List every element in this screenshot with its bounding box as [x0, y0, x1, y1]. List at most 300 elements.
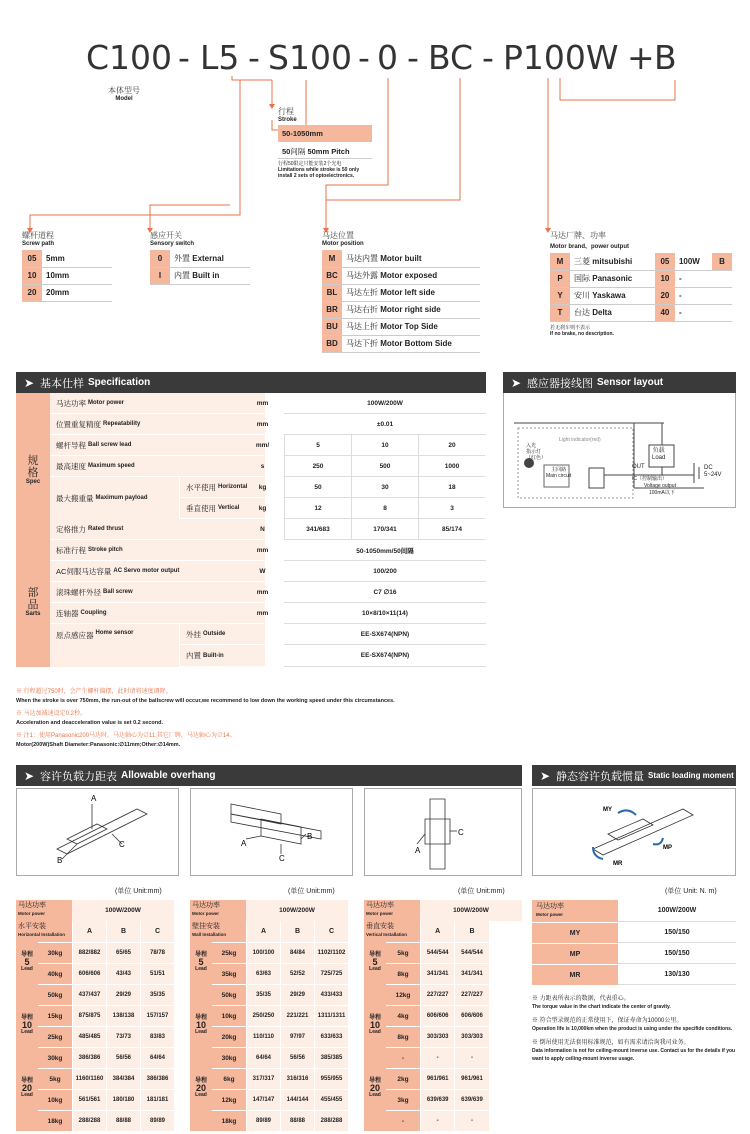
value-cell: 437/437: [72, 984, 106, 1005]
weight-cell: 10kg: [212, 1005, 246, 1026]
motor-brand-section: [550, 230, 732, 337]
note-en: Operation life is 10,000km when the product is using under the specifide conditions.: [532, 1026, 733, 1032]
spec-value: 5: [284, 435, 351, 456]
ind: 指示灯: [526, 449, 542, 455]
value-cell: 384/384: [106, 1068, 140, 1089]
label-en: Motor position: [322, 241, 364, 247]
model-part: B: [654, 38, 677, 77]
value-cell: 43/43: [106, 963, 140, 984]
spacer: [16, 984, 38, 1005]
spec-value: 8: [351, 498, 418, 519]
voltage-output-label: Voltage output: [644, 483, 676, 489]
spacer: [16, 963, 38, 984]
spec-value: 50-1050mm/50间隔: [284, 540, 486, 561]
spec-unit: s: [260, 463, 265, 470]
spacer: [364, 963, 386, 984]
value-cell: 84/84: [280, 942, 314, 963]
value-cell: 639/639: [454, 1089, 488, 1110]
model-part: -: [407, 38, 419, 77]
cell: B: [712, 253, 732, 270]
col-head: C: [140, 921, 174, 942]
overhang-header: [16, 765, 522, 786]
model-part: P100W: [503, 38, 619, 77]
arrow-icon: ➤: [511, 376, 522, 390]
weight-cell: 12kg: [212, 1089, 246, 1110]
value-cell: 110/110: [246, 1026, 280, 1047]
cell: [712, 287, 732, 304]
install-cn: 水平安装: [18, 923, 46, 930]
svg-text:MY: MY: [603, 807, 612, 813]
cell-en: mitsubishi: [592, 256, 633, 266]
lead-cn: 导程: [368, 952, 381, 958]
cell: [570, 304, 655, 321]
svg-text:A: A: [415, 846, 421, 855]
spec-label-en: Stroke pitch: [88, 547, 123, 553]
spec-title-cn: 基本仕样: [40, 377, 84, 390]
svg-text:C: C: [279, 854, 285, 863]
weight-cell: -: [386, 1047, 420, 1068]
note-line: install 2 sets of optoelectronics.: [278, 173, 355, 179]
lead-cn: 导程: [194, 1078, 207, 1084]
label-en: Model: [115, 96, 133, 102]
install-en: Vertical Installation: [366, 932, 408, 937]
lead-en: Lead: [21, 1092, 33, 1098]
spec-notes: [16, 688, 496, 754]
overhang-title-en: Allowable overhang: [121, 770, 216, 781]
head-cn: 马达功率: [18, 902, 46, 909]
weight-cell: 20kg: [212, 1026, 246, 1047]
static-title-en: Static loading moment: [648, 771, 734, 780]
lead-num: 20: [21, 1083, 32, 1093]
head-value: 100W/200W: [72, 900, 174, 921]
spec-unit: mm: [256, 610, 269, 617]
static-title-cn: 静态容许负载惯量: [556, 770, 644, 783]
load-table-head: [16, 900, 174, 921]
cell: -: [675, 304, 712, 321]
note: [16, 710, 496, 728]
cell: 10mm: [42, 267, 112, 284]
lead-num: 5: [198, 957, 204, 967]
spec-value: ±0.01: [284, 414, 486, 435]
spec-label-cn: 螺杆导程: [56, 440, 86, 450]
value-cell: 386/386: [140, 1068, 174, 1089]
group-en: Sarts: [25, 611, 41, 617]
table-row: [190, 1110, 348, 1131]
head-value: 100W/200W: [246, 900, 348, 921]
payload-cn: 最大搬重量: [56, 493, 94, 503]
unit-label: (单位 Unit:mm): [115, 888, 162, 895]
col-head: B: [280, 921, 314, 942]
spacer: [16, 1089, 38, 1110]
spacer: [190, 1110, 212, 1131]
head-label: [16, 900, 72, 921]
pitch-num: 50: [282, 147, 291, 156]
model-part: +: [627, 38, 655, 77]
value-cell: 316/316: [280, 1068, 314, 1089]
spec-unit: kg: [258, 484, 267, 491]
col-head: C: [314, 921, 348, 942]
spec-value: 10: [351, 435, 418, 456]
body-model-label: [108, 85, 140, 102]
head-cn: 马达功率: [366, 902, 394, 909]
ma-label: 100mA以下: [649, 490, 675, 496]
static-table: [532, 900, 736, 985]
model-part: -: [178, 38, 190, 77]
static-head: [532, 900, 736, 922]
in-cn: 入光: [526, 443, 537, 449]
cell-cn: 马达下折: [346, 339, 378, 348]
cell: BD: [322, 335, 342, 352]
value-cell: 250/250: [246, 1005, 280, 1026]
table-row: [16, 1005, 174, 1035]
table-row: [364, 1089, 522, 1110]
home-sensor-label: [50, 624, 180, 667]
spec-value: 85/174: [418, 519, 485, 540]
label-en: Screw path: [22, 241, 55, 247]
weight-cell: 5kg: [38, 1068, 72, 1089]
table-row: [322, 335, 480, 352]
spec-value: 500: [351, 456, 418, 477]
cell: 20: [22, 284, 42, 301]
value-cell: -: [454, 1047, 488, 1068]
lead-num: 5: [24, 957, 30, 967]
col-blank: [489, 1005, 522, 1026]
spec-unit: mm: [256, 589, 269, 596]
spacer: [190, 1026, 212, 1047]
head-label: [532, 900, 618, 922]
lead-cn: 导程: [20, 1078, 33, 1084]
spec-value: 3: [418, 498, 485, 519]
static-notes: [532, 995, 736, 1069]
note: [532, 1017, 736, 1033]
value-cell: 227/227: [454, 984, 488, 1005]
head-en: Motor power: [536, 912, 563, 917]
cell-cn: 马达左折: [346, 288, 378, 297]
value-cell: 303/303: [454, 1026, 488, 1047]
cell-cn: 马达外露: [346, 271, 378, 280]
home-sensor-cn: 原点感应器: [56, 631, 94, 640]
spec-label-cn: AC伺服马达容量: [56, 566, 112, 576]
table-row: [190, 942, 348, 972]
spec-value: 10×8/10×11(14): [284, 603, 486, 624]
cell: P: [550, 270, 570, 287]
spec-label-en: AC Servo motor output: [113, 568, 180, 574]
payload-en: Maximum payload: [95, 495, 148, 501]
col-head: B: [106, 921, 140, 942]
cell: 100W: [675, 253, 712, 270]
spec-unit: [245, 645, 280, 667]
weight-cell: 8kg: [386, 963, 420, 984]
value-cell: 56/56: [280, 1047, 314, 1068]
spacer: [190, 984, 212, 1005]
label-cn: 螺杆道程: [22, 231, 54, 240]
value-cell: 65/65: [106, 942, 140, 963]
cell-cn: 三菱: [574, 256, 590, 266]
value-cell: 227/227: [420, 984, 454, 1005]
table-row: [550, 253, 732, 270]
screw-path-section: [22, 230, 112, 302]
lead-en: Lead: [369, 1092, 381, 1098]
head-cn: 马达功率: [192, 902, 220, 909]
load-table: [16, 900, 174, 1131]
spec-label-cn: 马达功率: [56, 398, 86, 408]
group-cn: 部品: [27, 587, 39, 611]
value-cell: -: [420, 1047, 454, 1068]
svg-text:MP: MP: [663, 845, 672, 851]
overhang-diagram-wall: [190, 788, 353, 876]
spec-label-en: Ball screw lead: [88, 442, 132, 448]
col-blank: [489, 1068, 522, 1089]
svg-text:C: C: [119, 840, 125, 849]
spec-label-cn: 滚珠螺杆外径: [56, 587, 101, 597]
table-row: [16, 942, 174, 972]
table-row: [16, 1110, 174, 1131]
lead-en: Lead: [195, 1029, 207, 1035]
spec-row-label: [50, 561, 265, 582]
value-cell: 88/88: [106, 1110, 140, 1131]
spacer: [364, 1047, 386, 1068]
load-en: Load: [652, 455, 666, 461]
note-cn: ※ 力距表所表示的数据，代表重心。: [532, 996, 630, 1002]
spec-label-en: Outside: [203, 631, 226, 637]
value-cell: 544/544: [420, 942, 454, 963]
model-part: C100: [86, 38, 173, 77]
svg-text:C: C: [458, 828, 464, 837]
spec-value: 100W/200W: [284, 393, 486, 414]
value-cell: 544/544: [454, 942, 488, 963]
note-cn: ※ 行程超过750时，会产生螺杆偏摆，此时请将速度调降。: [16, 689, 172, 695]
value-cell: 64/64: [140, 1047, 174, 1068]
spec-value: 250: [284, 456, 351, 477]
spec-row-label: [50, 540, 265, 561]
lead-en: Lead: [21, 966, 33, 972]
table-row: [364, 942, 522, 972]
stroke-range: 50-1050mm: [278, 125, 372, 142]
table-row: [22, 267, 112, 284]
sensor-layout-title-en: Sensor layout: [597, 377, 664, 388]
spec-label-cn: 外挂: [186, 629, 201, 639]
cell: [570, 287, 655, 304]
weight-cell: 25kg: [212, 942, 246, 963]
cell: M: [550, 253, 570, 270]
cell: [342, 284, 480, 301]
spec-row-label: [50, 603, 265, 624]
cell-en: External: [192, 253, 224, 263]
col-head: A: [420, 921, 454, 942]
value-cell: 181/181: [140, 1089, 174, 1110]
spec-value: 20: [418, 435, 485, 456]
weight-cell: 30kg: [38, 942, 72, 963]
unit-label: (单位 Unit: N. m): [665, 888, 717, 895]
spec-table: [16, 393, 486, 667]
cell-en: Panasonic: [592, 274, 633, 283]
cell: [712, 270, 732, 287]
col-blank: [489, 921, 522, 942]
spec-unit: N: [260, 526, 265, 533]
model-part: L5: [200, 38, 240, 77]
value-cell: 875/875: [72, 1005, 106, 1026]
cell: 20mm: [42, 284, 112, 301]
col-head: A: [72, 921, 106, 942]
table-row: [322, 301, 480, 318]
connector-lines: [0, 0, 750, 260]
value-cell: 88/88: [280, 1110, 314, 1131]
spec-value: 341/683: [284, 519, 351, 540]
value-cell: 606/606: [454, 1005, 488, 1026]
lead-cn: 导程: [194, 952, 207, 958]
table-row: [16, 1026, 174, 1047]
label-cn: 本体型号: [108, 86, 140, 95]
weight-cell: 3kg: [386, 1089, 420, 1110]
col-blank: [489, 1026, 522, 1047]
note: [16, 732, 496, 750]
lead-en: Lead: [195, 1092, 207, 1098]
unit-label: (单位 Unit:mm): [288, 888, 335, 895]
cell-cn: 安川: [574, 291, 590, 300]
dc-label: [704, 465, 722, 479]
table-row: [322, 250, 480, 267]
cell: 05: [22, 250, 42, 267]
stroke-section: [278, 106, 372, 179]
spec-unit: kg: [258, 505, 267, 512]
note-cn: ※ 符合型录规范的正常使用下，保证寿命为10000公里。: [532, 1018, 683, 1024]
spec-label-en: Built-in: [203, 652, 224, 659]
value-cell: 29/29: [280, 984, 314, 1005]
spec-unit: mm: [256, 547, 269, 554]
lead-en: Lead: [21, 1029, 33, 1035]
value-cell: 1160/1160: [72, 1068, 106, 1089]
value-cell: 303/303: [420, 1026, 454, 1047]
cell: BC: [322, 267, 342, 284]
model-part: S100: [268, 38, 352, 77]
unit-label: (单位 Unit:mm): [458, 888, 505, 895]
model-part: -: [358, 38, 370, 77]
table-row: [550, 287, 732, 304]
spec-label-en: Coupling: [80, 610, 107, 616]
value-cell: 83/83: [140, 1026, 174, 1047]
arrow-icon: ➤: [24, 376, 35, 390]
value-cell: 955/955: [314, 1068, 348, 1089]
table-row: [150, 250, 250, 267]
install-label: [16, 921, 72, 942]
spec-row-label: [50, 519, 265, 540]
table-row: [16, 984, 174, 1005]
cell: 10: [655, 270, 675, 287]
value-cell: 961/961: [454, 1068, 488, 1089]
load-table-subhead: [190, 921, 348, 942]
value-cell: 29/29: [106, 984, 140, 1005]
install-label: [190, 921, 246, 942]
load-table-subhead: [16, 921, 174, 942]
head-en: Motor power: [192, 911, 219, 916]
group-en: Spec: [25, 479, 41, 485]
value-cell: 433/433: [314, 984, 348, 1005]
lead-num: 10: [195, 1020, 206, 1030]
spec-label-cn: 标准行程: [56, 545, 86, 555]
value-cell: 51/51: [140, 963, 174, 984]
table-row: [532, 943, 736, 964]
col-blank: [489, 942, 522, 963]
weight-cell: 10kg: [38, 1089, 72, 1110]
cell-cn: 台达: [574, 308, 590, 317]
value-cell: 35/35: [140, 984, 174, 1005]
cell-en: Motor left side: [380, 288, 435, 297]
brake-note-en: If no brake, no description.: [550, 330, 614, 337]
moment-label: MY: [532, 922, 618, 943]
note-en: When the stroke is over 750mm, the run-out of the ballscrew will occur,we recommend to low down the working speed under this circumstances.: [16, 698, 395, 704]
weight-cell: 35kg: [212, 963, 246, 984]
value-cell: 97/97: [280, 1026, 314, 1047]
motor-brand-table: [550, 253, 732, 322]
note: [532, 995, 736, 1011]
spacer: [190, 963, 212, 984]
value-cell: 341/341: [454, 963, 488, 984]
main-circuit-label: [546, 467, 571, 479]
actuator-drawing: [365, 789, 521, 875]
spec-label-en: Repeatability: [103, 421, 141, 427]
spec-row-label: [50, 456, 265, 477]
install-en: Horizontal Installation: [18, 932, 66, 937]
cell: M: [322, 250, 342, 267]
parts-group-label: [16, 563, 50, 667]
value-cell: 52/52: [280, 963, 314, 984]
spec-value: EE-SX674(NPN): [284, 624, 486, 645]
table-row: [190, 1068, 348, 1098]
spacer: [364, 984, 386, 1005]
cell: 10: [22, 267, 42, 284]
value-cell: 882/882: [72, 942, 106, 963]
spec-label-cn: 内置: [186, 651, 201, 660]
arrow-icon: ➤: [540, 769, 551, 783]
value-cell: 385/385: [314, 1047, 348, 1068]
value-cell: 288/288: [314, 1110, 348, 1131]
cell: [342, 301, 480, 318]
value-cell: 288/288: [72, 1110, 106, 1131]
weight-cell: 30kg: [212, 1047, 246, 1068]
spec-label-cn: 最高速度: [56, 461, 86, 471]
main-cn: 主回路: [551, 467, 567, 473]
value-cell: 221/221: [280, 1005, 314, 1026]
head-cn: 马达功率: [536, 903, 564, 910]
install-cn: 垂直安装: [366, 923, 394, 930]
cell: -: [675, 287, 712, 304]
cell-en: Delta: [592, 308, 612, 317]
cell: [570, 270, 655, 287]
note-cn: ※ 倒吊使用无法套用标准规范，如有需求请洽询我司业务。: [532, 1040, 690, 1046]
cell: BL: [322, 284, 342, 301]
lead-num: 10: [369, 1020, 380, 1030]
sensor-layout-diagram: [503, 393, 736, 508]
note-en: The torque value in the chart indicate the center of gravity.: [532, 1004, 671, 1010]
value-cell: 961/961: [420, 1068, 454, 1089]
spec-label-cn: 垂直使用: [186, 503, 216, 513]
svg-text:A: A: [241, 839, 247, 848]
lead-en: Lead: [369, 966, 381, 972]
cell: T: [550, 304, 570, 321]
sensory-switch-section: [150, 230, 250, 285]
spec-unit: [245, 624, 280, 645]
load-table-head: [364, 900, 522, 921]
table-row: [364, 1026, 522, 1047]
table-row: [150, 267, 250, 284]
actuator-drawing: [191, 789, 352, 875]
cell-en: Motor Top Side: [380, 322, 438, 331]
label-cn: 马达位置: [322, 231, 354, 240]
table-row: [22, 284, 112, 301]
cell-cn: 国际: [574, 274, 590, 283]
weight-cell: 5kg: [386, 942, 420, 963]
spec-value: 12: [284, 498, 351, 519]
